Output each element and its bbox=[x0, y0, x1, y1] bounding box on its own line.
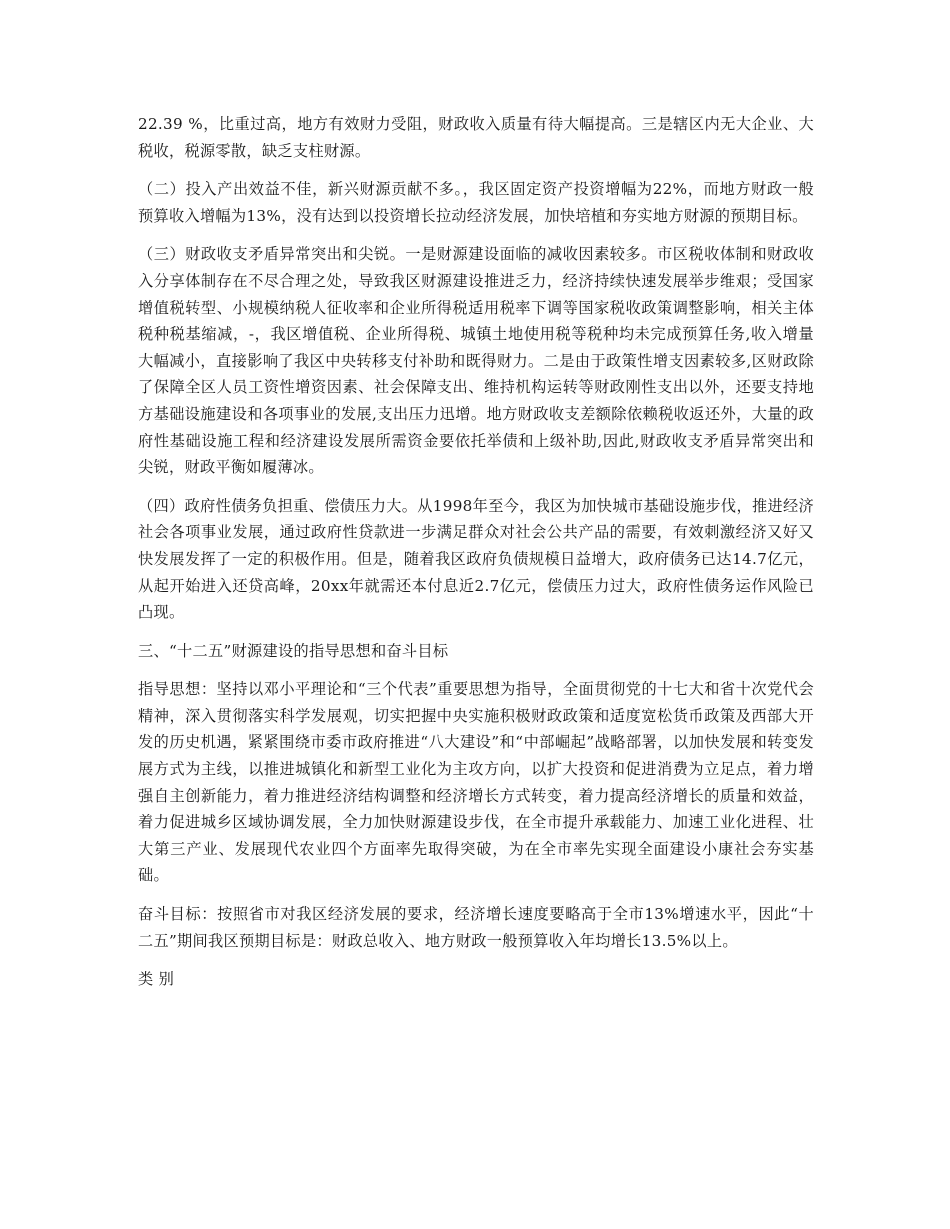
paragraph-guiding-thought: 指导思想：坚持以邓小平理论和“三个代表”重要思想为指导，全面贯彻党的十七大和省十次党代会精神，深入贯彻落实科学发展观，切实把握中央实施积极财政政策和适度宽松货币政策及西部大开发的历史机遇，紧紧围绕市委市政府推进“八大建设”和“中部崛起”战略部署，以加快发展和转变发展方式为主线，以推进城镇化和新型工业化为主攻方向，以扩大投资和促进消费为立足点，着力增强自主创新能力，着力推进经济结构调整和经济增长方式转变，着力提高经济增长的质量和效益，着力促进城乡区域协调发展，全力加快财源建设步伐，在全市提升承载能力、加速工业化进程、壮大第三产业、发展现代农业四个方面率先取得突破，为在全市率先实现全面建设小康社会夯实基础。 bbox=[138, 680, 814, 885]
section-heading: 三、“十二五”财源建设的指导思想和奋斗目标 bbox=[138, 641, 449, 660]
paragraph-government-debt: （四）政府性债务负担重、偿债压力大。从1998年至今，我区为加快城市基础设施步伐，推进经济社会各项事业发展，通过政府性贷款进一步满足群众对社会公共产品的需要，有效刺激经济又好又快发展发挥了一定的积极作用。但是，随着我区政府负债规模日益增大，政府债务已达14.7亿元，从起开始进入还贷高峰，20xx年就需还本付息近2.7亿元，偿债压力过大，政府性债务运作风险已凸现。 bbox=[138, 496, 814, 622]
category-label: 类 别 bbox=[138, 970, 175, 989]
paragraph-revenue-quality: 22.39 %，比重过高，地方有效财力受阻，财政收入质量有待大幅提高。三是辖区内无大企业、大税收，税源零散，缺乏支柱财源。 bbox=[138, 115, 814, 160]
paragraph-fiscal-contradiction: （三）财政收支矛盾异常突出和尖锐。一是财源建设面临的减收因素较多。市区税收体制和财政收入分享体制存在不尽合理之处，导致我区财源建设推进乏力，经济持续快速发展举步维艰；受国家增值税转型、小规模纳税人征收率和企业所得税适用税率下调等国家税收政策调整影响，相关主体税种税基缩减，-，我区增值税、企业所得税、城镇土地使用税等税种均未完成预算任务,收入增量大幅减小，直接影响了我区中央转移支付补助和既得财力。二是由于政策性增支因素较多,区财政除了保障全区人员工资性增资因素、社会保障支出、维持机构运转等财政刚性支出以外，还要支持地方基础设施建设和各项事业的发展,支出压力迅增。地方财政收支差额除依赖税收返还外，大量的政府性基础设施工程和经济建设发展所需资金要依托举债和上级补助,因此,财政收支矛盾异常突出和尖锐，财政平衡如履薄冰。 bbox=[138, 245, 814, 477]
document-page bbox=[138, 111, 814, 993]
paragraph-goal: 奋斗目标：按照省市对我区经济发展的要求，经济增长速度要略高于全市13%增速水平，因此“十二五”期间我区预期目标是：财政总收入、地方财政一般预算收入年均增长13.5%以上。 bbox=[138, 905, 814, 950]
paragraph-investment-efficiency: （二）投入产出效益不佳，新兴财源贡献不多。，我区固定资产投资增幅为22%，而地方财政一般预算收入增幅为13%，没有达到以投资增长拉动经济发展，加快培植和夯实地方财源的预期目标。 bbox=[138, 180, 814, 225]
